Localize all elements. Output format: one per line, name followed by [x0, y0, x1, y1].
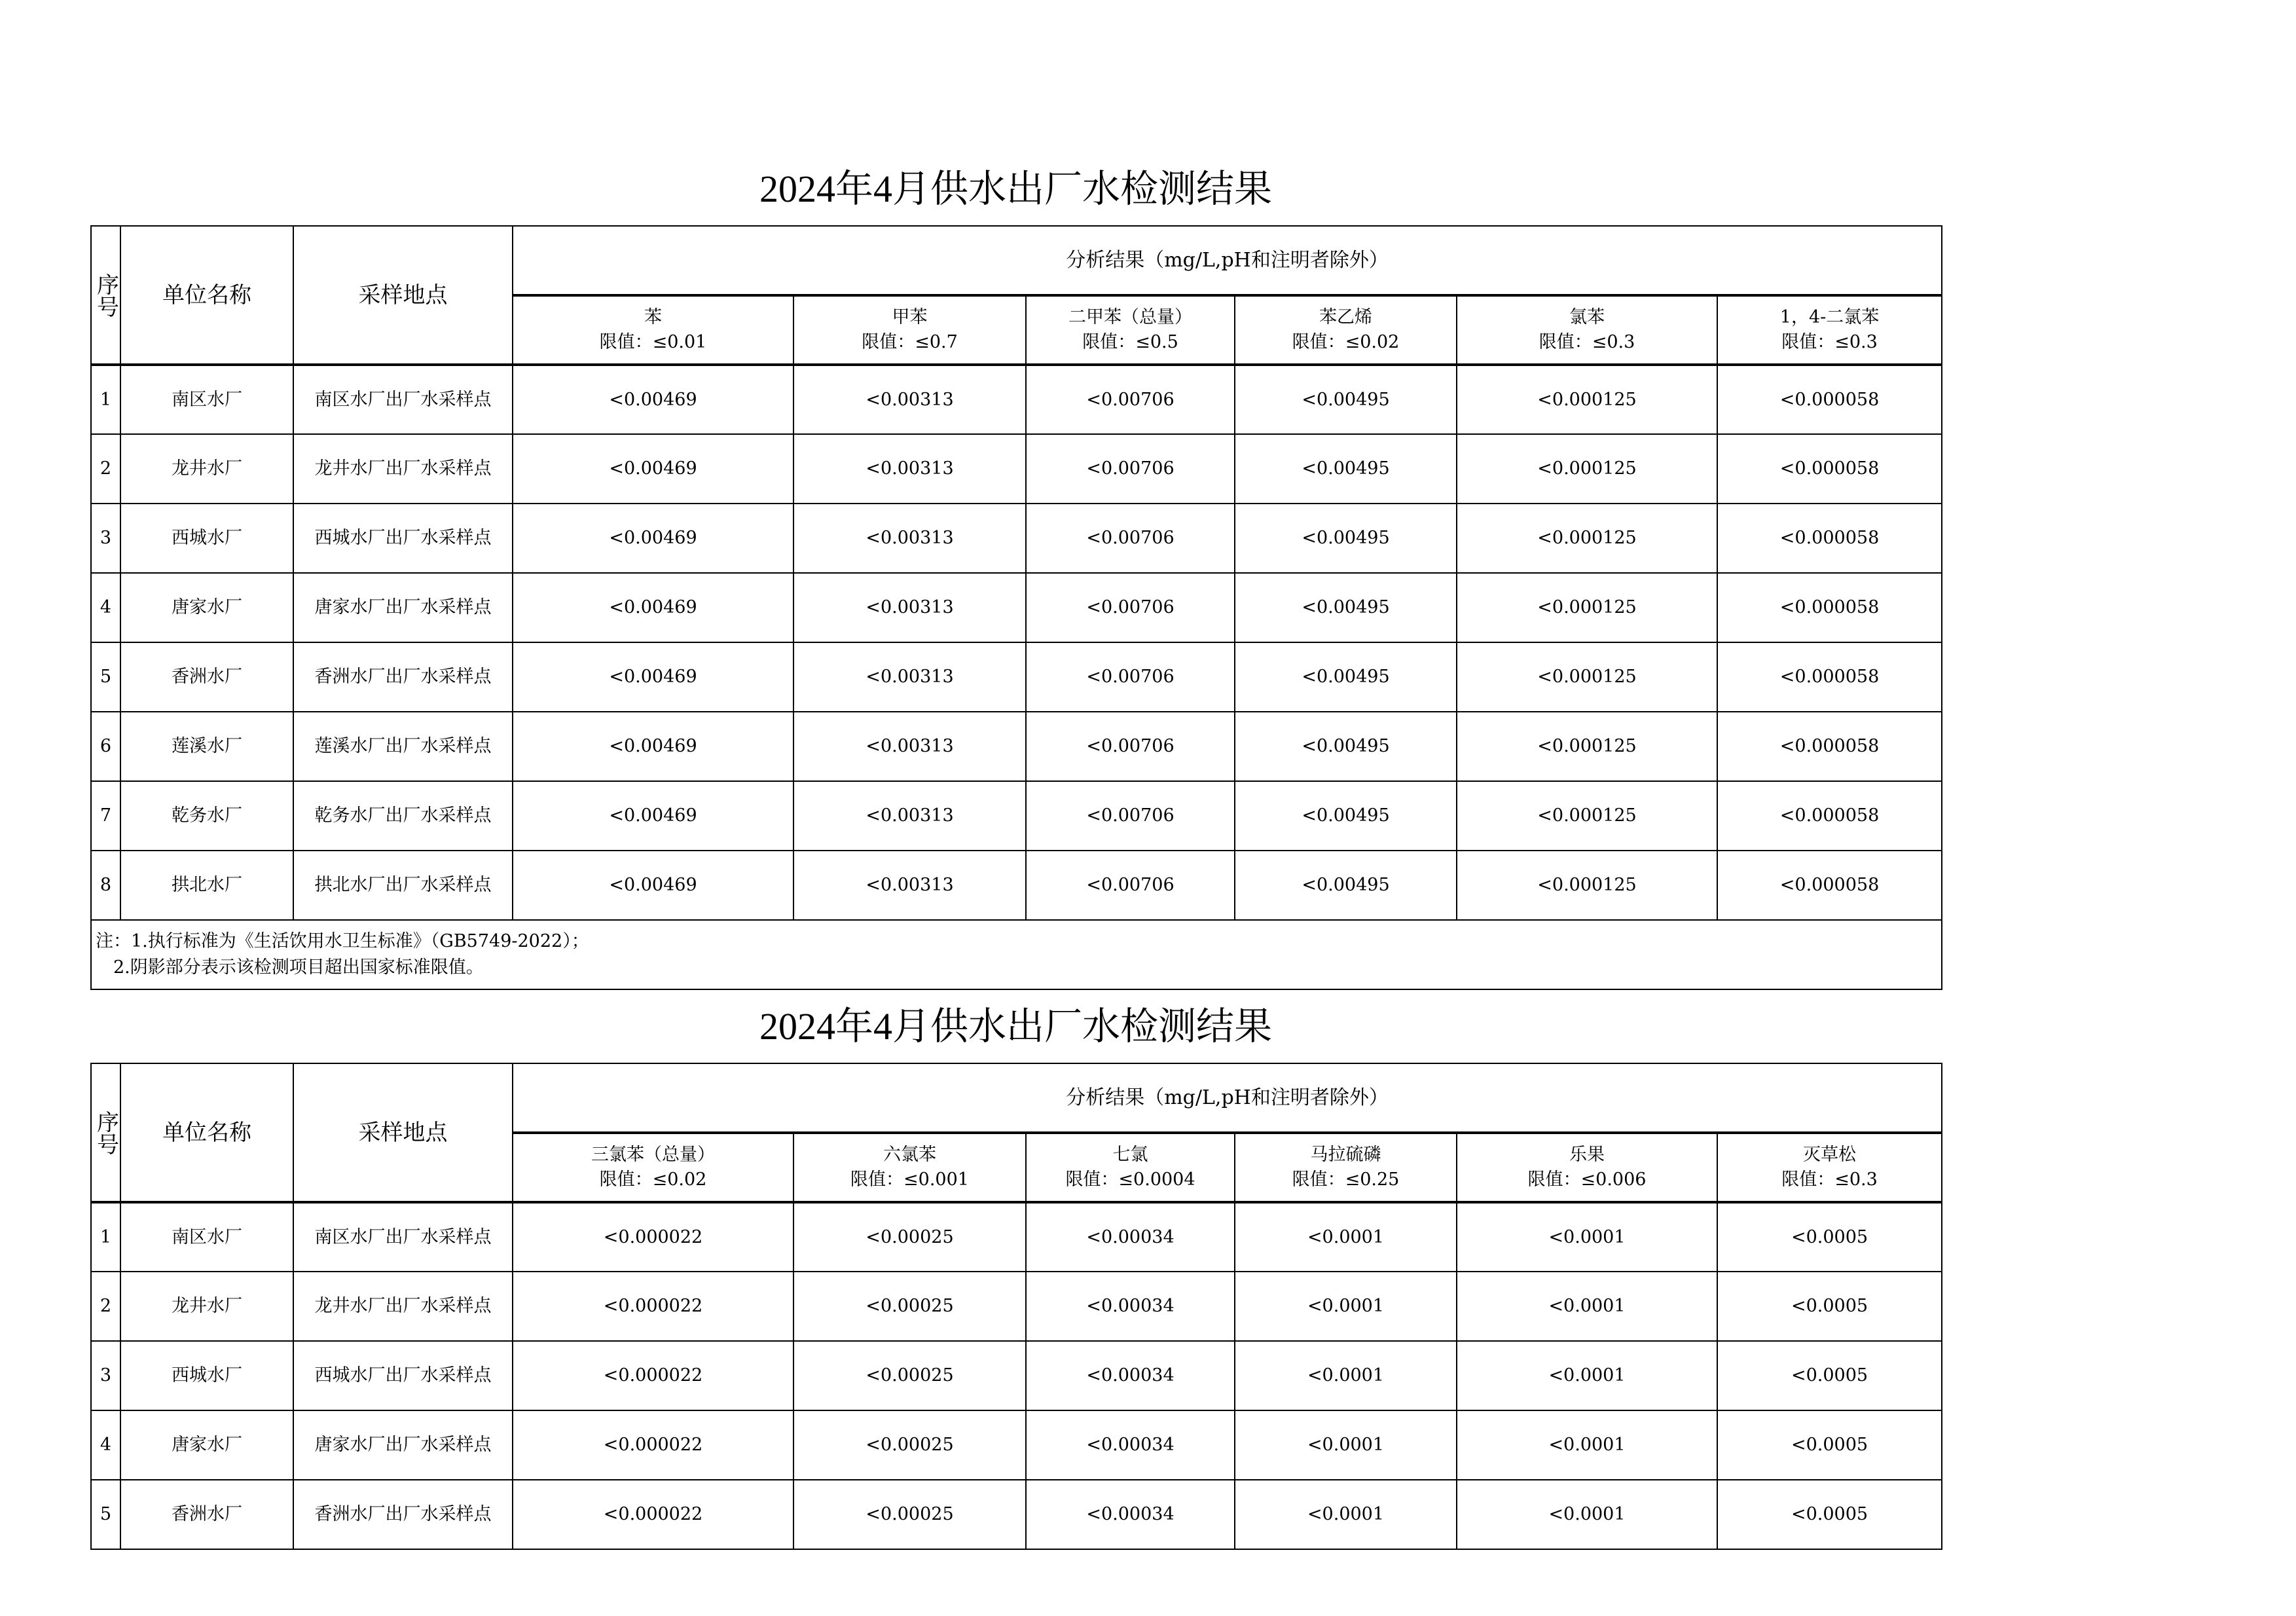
parameter-header — [793, 295, 1026, 365]
row-unit-name: 龙井水厂 — [120, 1272, 293, 1341]
result-value: <0.00469 — [513, 642, 793, 712]
row-unit-name: 南区水厂 — [120, 365, 293, 434]
table-row — [91, 1272, 1942, 1341]
parameter-name: 氯苯 — [1569, 307, 1605, 327]
result-value: <0.00706 — [1026, 504, 1235, 573]
result-value: <0.000022 — [513, 1272, 793, 1341]
parameter-name: 甲苯 — [892, 307, 928, 327]
result-value: <0.00495 — [1235, 712, 1457, 781]
result-value: <0.000022 — [513, 1410, 793, 1480]
row-seq: 1 — [91, 365, 120, 434]
result-value: <0.000058 — [1717, 781, 1942, 851]
result-value: <0.00706 — [1026, 642, 1235, 712]
row-sampling-site: 香洲水厂出厂水采样点 — [293, 642, 513, 712]
parameter-name: 六氯苯 — [883, 1145, 936, 1165]
header-unit-name: 单位名称 — [120, 226, 293, 365]
result-value: <0.0005 — [1717, 1341, 1942, 1410]
table-row — [91, 1341, 1942, 1410]
result-value: <0.00706 — [1026, 851, 1235, 920]
result-value: <0.00034 — [1026, 1202, 1235, 1272]
result-value: <0.0001 — [1235, 1480, 1457, 1549]
parameter-header — [1026, 1133, 1235, 1202]
parameter-header — [793, 1133, 1026, 1202]
result-value: <0.00706 — [1026, 573, 1235, 642]
parameter-limit: 限值：≤0.02 — [599, 1169, 707, 1190]
result-value: <0.0001 — [1235, 1410, 1457, 1480]
result-value: <0.00469 — [513, 712, 793, 781]
result-value: <0.00034 — [1026, 1341, 1235, 1410]
result-value: <0.00495 — [1235, 781, 1457, 851]
row-sampling-site: 莲溪水厂出厂水采样点 — [293, 712, 513, 781]
parameter-header — [1235, 1133, 1457, 1202]
parameter-header — [1457, 1133, 1717, 1202]
result-value: <0.000058 — [1717, 434, 1942, 504]
parameter-limit: 限值：≤0.02 — [1292, 332, 1400, 352]
parameter-limit: 限值：≤0.3 — [1781, 1169, 1878, 1190]
row-seq: 2 — [91, 1272, 120, 1341]
parameter-header — [513, 1133, 793, 1202]
result-value: <0.00706 — [1026, 781, 1235, 851]
row-unit-name: 龙井水厂 — [120, 434, 293, 504]
table-row — [91, 365, 1942, 434]
row-seq: 5 — [91, 642, 120, 712]
parameter-header — [1457, 295, 1717, 365]
result-value: <0.0005 — [1717, 1272, 1942, 1341]
result-value: <0.0005 — [1717, 1480, 1942, 1549]
result-value: <0.00706 — [1026, 365, 1235, 434]
row-seq: 3 — [91, 1341, 120, 1410]
parameter-name: 马拉硫磷 — [1310, 1145, 1381, 1165]
result-value: <0.000125 — [1457, 365, 1717, 434]
result-value: <0.00025 — [793, 1480, 1026, 1549]
row-sampling-site: 龙井水厂出厂水采样点 — [293, 434, 513, 504]
note-line: 注：1.执行标准为《生活饮用水卫生标准》（GB5749-2022）； — [96, 931, 589, 951]
result-value: <0.00495 — [1235, 434, 1457, 504]
result-value: <0.0001 — [1457, 1272, 1717, 1341]
parameter-limit: 限值：≤0.006 — [1527, 1169, 1647, 1190]
result-value: <0.0001 — [1235, 1272, 1457, 1341]
result-value: <0.0001 — [1457, 1341, 1717, 1410]
parameter-name: 1，4-二氯苯 — [1779, 307, 1880, 327]
result-value: <0.00469 — [513, 504, 793, 573]
row-sampling-site: 西城水厂出厂水采样点 — [293, 504, 513, 573]
result-value: <0.0001 — [1457, 1410, 1717, 1480]
table-row — [91, 504, 1942, 573]
table-row — [91, 642, 1942, 712]
result-value: <0.00495 — [1235, 504, 1457, 573]
result-value: <0.000125 — [1457, 573, 1717, 642]
header-unit-name: 单位名称 — [120, 1063, 293, 1202]
row-seq: 7 — [91, 781, 120, 851]
result-value: <0.00313 — [793, 434, 1026, 504]
row-sampling-site: 南区水厂出厂水采样点 — [293, 365, 513, 434]
row-sampling-site: 龙井水厂出厂水采样点 — [293, 1272, 513, 1341]
parameter-limit: 限值：≤0.0004 — [1065, 1169, 1195, 1190]
result-value: <0.00025 — [793, 1410, 1026, 1480]
row-unit-name: 唐家水厂 — [120, 573, 293, 642]
result-value: <0.000125 — [1457, 642, 1717, 712]
row-unit-name: 莲溪水厂 — [120, 712, 293, 781]
result-value: <0.0005 — [1717, 1410, 1942, 1480]
result-value: <0.00025 — [793, 1272, 1026, 1341]
note-line: 2.阴影部分表示该检测项目超出国家标准限值。 — [96, 957, 484, 978]
result-value: <0.00313 — [793, 781, 1026, 851]
row-sampling-site: 西城水厂出厂水采样点 — [293, 1341, 513, 1410]
result-value: <0.000022 — [513, 1480, 793, 1549]
result-value: <0.00313 — [793, 851, 1026, 920]
result-value: <0.00469 — [513, 434, 793, 504]
result-value: <0.00313 — [793, 712, 1026, 781]
result-value: <0.0001 — [1235, 1202, 1457, 1272]
parameter-name: 三氯苯（总量） — [591, 1145, 715, 1165]
parameter-limit: 限值：≤0.7 — [862, 332, 958, 352]
results-table-1 — [90, 225, 1942, 990]
row-unit-name: 唐家水厂 — [120, 1410, 293, 1480]
result-value: <0.0001 — [1457, 1202, 1717, 1272]
result-value: <0.000058 — [1717, 573, 1942, 642]
result-value: <0.00034 — [1026, 1410, 1235, 1480]
row-sampling-site: 乾务水厂出厂水采样点 — [293, 781, 513, 851]
result-value: <0.000022 — [513, 1202, 793, 1272]
parameter-limit: 限值：≤0.3 — [1539, 332, 1635, 352]
parameter-limit: 限值：≤0.3 — [1781, 332, 1878, 352]
row-unit-name: 拱北水厂 — [120, 851, 293, 920]
parameter-header — [1026, 295, 1235, 365]
result-value: <0.000125 — [1457, 851, 1717, 920]
row-sampling-site: 香洲水厂出厂水采样点 — [293, 1480, 513, 1549]
notes-row — [91, 920, 1942, 989]
result-value: <0.00706 — [1026, 434, 1235, 504]
row-seq: 8 — [91, 851, 120, 920]
row-sampling-site: 南区水厂出厂水采样点 — [293, 1202, 513, 1272]
header-analysis-results: 分析结果（mg/L,pH和注明者除外） — [513, 226, 1942, 295]
row-unit-name: 西城水厂 — [120, 504, 293, 573]
result-value: <0.000058 — [1717, 642, 1942, 712]
result-value: <0.000058 — [1717, 712, 1942, 781]
header-seq: 序号 — [91, 1063, 120, 1202]
result-value: <0.000058 — [1717, 851, 1942, 920]
row-unit-name: 南区水厂 — [120, 1202, 293, 1272]
result-value: <0.00313 — [793, 365, 1026, 434]
row-seq: 2 — [91, 434, 120, 504]
row-unit-name: 乾务水厂 — [120, 781, 293, 851]
result-value: <0.00034 — [1026, 1272, 1235, 1341]
parameter-header — [1717, 1133, 1942, 1202]
result-value: <0.00469 — [513, 781, 793, 851]
row-sampling-site: 拱北水厂出厂水采样点 — [293, 851, 513, 920]
result-value: <0.00469 — [513, 573, 793, 642]
notes — [91, 920, 1942, 989]
parameter-name: 苯 — [644, 307, 662, 327]
parameter-header — [1235, 295, 1457, 365]
parameter-header — [513, 295, 793, 365]
result-value: <0.000125 — [1457, 712, 1717, 781]
parameter-limit: 限值：≤0.01 — [599, 332, 707, 352]
row-seq: 3 — [91, 504, 120, 573]
result-value: <0.000058 — [1717, 365, 1942, 434]
parameter-limit: 限值：≤0.5 — [1082, 332, 1178, 352]
result-value: <0.00025 — [793, 1202, 1026, 1272]
result-value: <0.00034 — [1026, 1480, 1235, 1549]
row-sampling-site: 唐家水厂出厂水采样点 — [293, 1410, 513, 1480]
header-row — [91, 1063, 1942, 1133]
result-value: <0.000125 — [1457, 434, 1717, 504]
row-seq: 4 — [91, 1410, 120, 1480]
row-unit-name: 香洲水厂 — [120, 642, 293, 712]
header-sampling-site: 采样地点 — [293, 1063, 513, 1202]
header-sampling-site: 采样地点 — [293, 226, 513, 365]
result-value: <0.00495 — [1235, 573, 1457, 642]
parameter-name: 灭草松 — [1803, 1145, 1857, 1165]
result-value: <0.00495 — [1235, 642, 1457, 712]
header-analysis-results: 分析结果（mg/L,pH和注明者除外） — [513, 1063, 1942, 1133]
table-row — [91, 434, 1942, 504]
row-seq: 1 — [91, 1202, 120, 1272]
row-unit-name: 西城水厂 — [120, 1341, 293, 1410]
table-row — [91, 781, 1942, 851]
row-seq: 4 — [91, 573, 120, 642]
result-value: <0.0005 — [1717, 1202, 1942, 1272]
header-row — [91, 226, 1942, 295]
result-value: <0.000022 — [513, 1341, 793, 1410]
row-seq: 5 — [91, 1480, 120, 1549]
table-row — [91, 712, 1942, 781]
parameter-name: 苯乙烯 — [1319, 307, 1372, 327]
result-value: <0.00313 — [793, 642, 1026, 712]
header-seq: 序号 — [91, 226, 120, 365]
result-value: <0.00495 — [1235, 851, 1457, 920]
result-value: <0.00313 — [793, 504, 1026, 573]
row-seq: 6 — [91, 712, 120, 781]
result-value: <0.000125 — [1457, 504, 1717, 573]
result-value: <0.00706 — [1026, 712, 1235, 781]
result-value: <0.00469 — [513, 365, 793, 434]
results-table-2 — [90, 1063, 1942, 1550]
row-unit-name: 香洲水厂 — [120, 1480, 293, 1549]
result-value: <0.00469 — [513, 851, 793, 920]
parameter-limit: 限值：≤0.25 — [1292, 1169, 1400, 1190]
result-value: <0.000058 — [1717, 504, 1942, 573]
result-value: <0.0001 — [1457, 1480, 1717, 1549]
parameter-name: 二甲苯（总量） — [1068, 307, 1192, 327]
table-row — [91, 573, 1942, 642]
parameter-name: 乐果 — [1569, 1145, 1605, 1165]
table-2-title: 2024年4月供水出厂水检测结果 — [759, 1005, 1272, 1048]
parameter-name: 七氯 — [1112, 1145, 1148, 1165]
result-value: <0.00025 — [793, 1341, 1026, 1410]
result-value: <0.00313 — [793, 573, 1026, 642]
row-sampling-site: 唐家水厂出厂水采样点 — [293, 573, 513, 642]
table-row — [91, 851, 1942, 920]
parameter-limit: 限值：≤0.001 — [850, 1169, 969, 1190]
table-row — [91, 1202, 1942, 1272]
result-value: <0.0001 — [1235, 1341, 1457, 1410]
table-row — [91, 1480, 1942, 1549]
table-1-title: 2024年4月供水出厂水检测结果 — [759, 168, 1272, 210]
result-value: <0.000125 — [1457, 781, 1717, 851]
result-value: <0.00495 — [1235, 365, 1457, 434]
table-row — [91, 1410, 1942, 1480]
parameter-header — [1717, 295, 1942, 365]
